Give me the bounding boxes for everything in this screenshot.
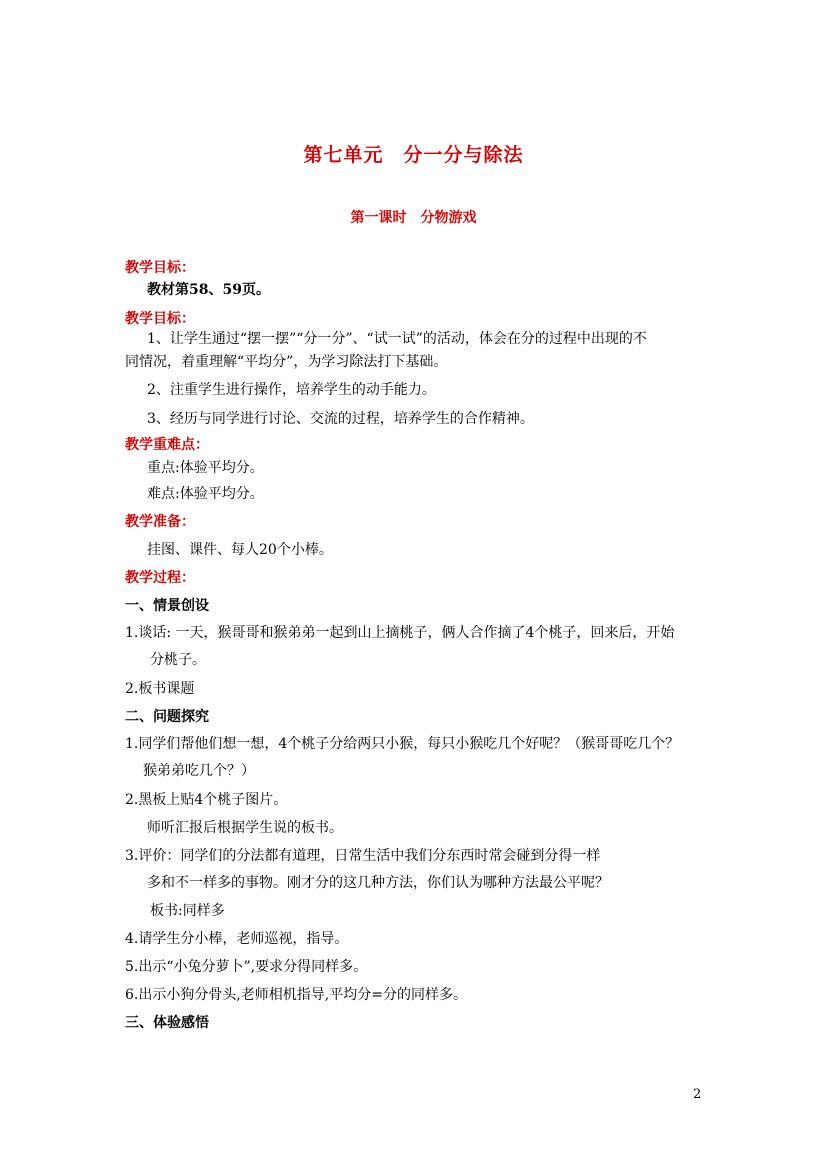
process-line: 2.黑板上贴4个桃子图片。 — [125, 792, 288, 808]
part1-heading: 一、情景创设 — [125, 598, 209, 614]
goal-heading: 教学目标： — [125, 260, 195, 276]
key-points-heading: 教学重难点： — [125, 437, 209, 453]
board-note: 板书:同样多 — [150, 903, 225, 919]
part2-heading: 二、问题探究 — [125, 709, 209, 725]
lesson-subtitle: 第一课时 分物游戏 — [350, 210, 477, 226]
process-line: 3.评价：同学们的分法都有道理，日常生活中我们分东西时常会碰到分得一样 — [125, 848, 601, 864]
process-line: 1.同学们帮他们想一想，4个桃子分给两只小猴，每只小猴吃几个好呢？（猴哥哥吃几个？ — [125, 736, 680, 752]
page-title: 第七单元 分一分与除法 — [303, 144, 524, 166]
process-line: 猴弟弟吃几个？） — [143, 763, 255, 779]
preparation-heading: 教学准备： — [125, 514, 195, 530]
objective-heading: 教学目标： — [125, 311, 195, 327]
difficult-point: 难点:体验平均分。 — [147, 486, 264, 502]
process-heading: 教学过程： — [125, 570, 195, 586]
process-line: 4.请学生分小棒，老师巡视，指导。 — [125, 931, 349, 947]
objective-line: 2、注重学生进行操作，培养学生的动手能力。 — [147, 382, 436, 398]
process-line: 多和不一样多的事物。刚才分的这几种方法，你们认为哪种方法最公平呢？ — [147, 875, 609, 891]
objective-line: 1、让学生通过“摆一摆”“分一分”、“试一试”的活动，体会在分的过程中出现的不 — [147, 331, 647, 347]
process-line: 分桃子。 — [150, 652, 206, 668]
process-line: 6.出示小狗分骨头,老师相机指导,平均分=分的同样多。 — [125, 987, 467, 1003]
objective-line: 同情况，着重理解“平均分”，为学习除法打下基础。 — [125, 354, 448, 370]
process-line: 师听汇报后根据学生说的板书。 — [147, 820, 343, 836]
process-line: 1.谈话: 一天，猴哥哥和猴弟弟一起到山上摘桃子，俩人合作摘了4个桃子，回来后，开始 — [125, 625, 675, 641]
key-point: 重点:体验平均分。 — [147, 460, 264, 476]
part3-heading: 三、体验感悟 — [125, 1015, 209, 1031]
textbook-pages: 教材第58、59页。 — [147, 282, 270, 298]
page-number: 2 — [693, 1087, 702, 1102]
process-line: 5.出示“小兔分萝卜”,要求分得同样多。 — [125, 959, 368, 975]
preparation-text: 挂图、课件、每人20个小棒。 — [147, 542, 333, 558]
objective-line: 3、经历与同学进行讨论、交流的过程，培养学生的合作精神。 — [147, 411, 534, 427]
process-line: 2.板书课题 — [125, 681, 195, 697]
